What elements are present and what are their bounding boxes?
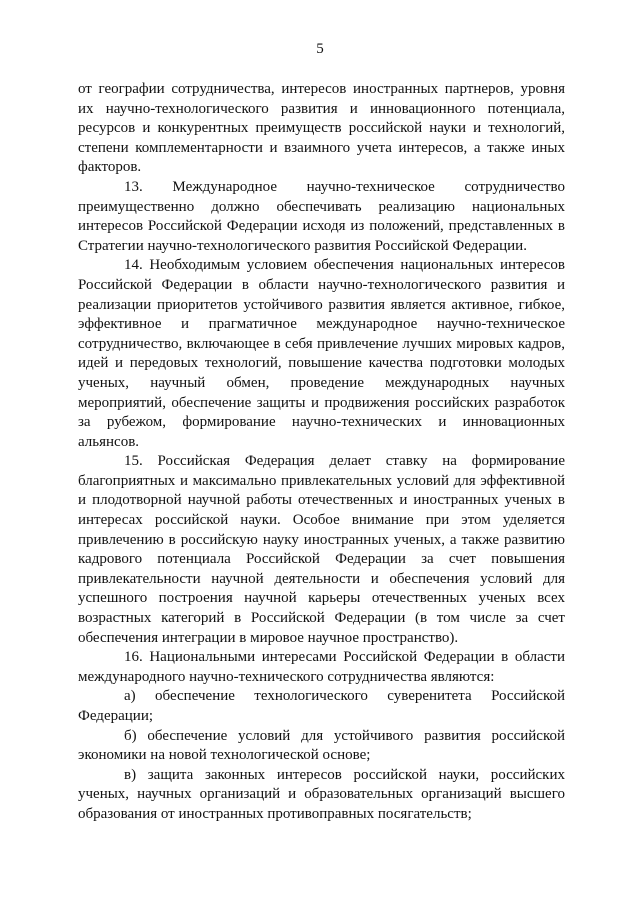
paragraph-16b: б) обеспечение условий для устойчивого развития российской экономики на новой технологической основе;	[78, 727, 565, 764]
page-number: 5	[316, 41, 324, 57]
paragraph-14: 14. Необходимым условием обеспечения национальных интересов Российской Федерации в области научно-технологического развития и реализации приоритетов устойчивого развития является активное, гибкое, эффективное и прагматичное международное научно-техническое сотрудничество, включающее в себя привлечение лучших мировых кадров, идей и передовых технологий, повышение качества подготовки молодых ученых, научный обмен, проведение международных научных мероприятий, обеспечение защиты и продвижения российских разработок за рубежом, формирование научно-технических и инновационных альянсов.	[78, 257, 565, 450]
paragraph-13: 13. Международное научно-техническое сотрудничество преимущественно должно обеспечивать реализацию национальных интересов Российской Федерации исходя из положений, представленных в Стратегии научно-технологического развития Российской Федерации.	[78, 178, 565, 254]
paragraph-15: 15. Российская Федерация делает ставку на формирование благоприятных и максимально привлекательных условий для эффективной и плодотворной научной работы отечественных и иностранных ученых в интересах российской науки. Особое внимание при этом уделяется привлечению в российскую науку иностранных ученых, а также развитию кадрового потенциала Российской Федерации за счет повышения привлекательности научной деятельности и обеспечения условий для успешного построения научной карьеры отечественных ученых всех возрастных категорий в Российской Федерации (в том числе за счет обеспечения интеграции в мировое научное пространство).	[78, 453, 565, 646]
paragraph-16: 16. Национальными интересами Российской Федерации в области международного научно-технического сотрудничества являются:	[78, 649, 565, 685]
document-body	[78, 80, 565, 825]
paragraph-16a: а) обеспечение технологического суверенитета Российской Федерации;	[78, 688, 565, 724]
paragraph-16c: в) защита законных интересов российской науки, российских ученых, научных организаций и образовательных организаций высшего образования от иностранных противоправных посягательств;	[78, 766, 565, 822]
paragraph-continued: от географии сотрудничества, интересов иностранных партнеров, уровня их научно-технологического развития и инновационного потенциала, ресурсов и конкурентных преимуществ российской науки и технологий, степени комплементарности и взаимного учета интересов, а также иных факторов.	[78, 81, 565, 176]
